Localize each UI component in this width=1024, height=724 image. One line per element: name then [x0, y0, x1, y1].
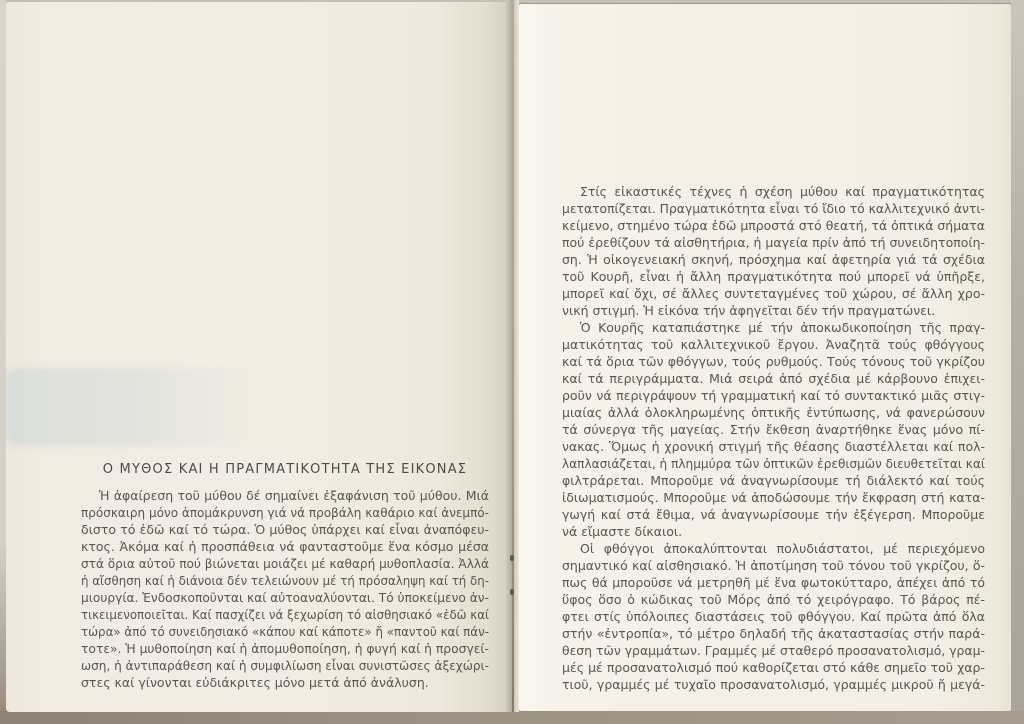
text-line-content: θεση τῶν γραμμάτων. Γραμμές μέ σταθερό προσανατολισμό, γραμ- [562, 643, 985, 658]
text-line [562, 353, 985, 370]
text-line-content: φιλτράρεται. Μποροῦμε νά ἀναγνωρίσουμε τή διάλεκτό καί τούς [562, 473, 985, 488]
staple-mark [510, 589, 514, 595]
text-line [562, 217, 985, 234]
text-line-content: κείμενο, στημένο τώρα ἐδῶ μπροστά στό θεατή, τά ὀπτικά σήματα [562, 218, 985, 233]
text-line-content: νακας. Ὅμως ἡ χρονική στιγμή τῆς θέασης διαστέλλεται καί πολ- [562, 439, 985, 454]
text-line [81, 572, 489, 589]
text-line [562, 336, 985, 353]
text-line-content: ωση, ἡ ἀντιπαράθεση καί ἡ συμφιλίωση εἶναι συνιστῶσες ἀξεχώρι- [81, 658, 489, 673]
scanner-edge-right [1011, 0, 1024, 724]
text-line-content: μπορεῖ καί ὄχι, σέ ἄλλες συντεταγμένες τοῦ χώρου, σέ ἄλλη χρο- [562, 286, 985, 301]
text-line-content: κτος. Ἀκόμα καί ἡ προσπάθεια νά φανταστοῦμε ἕνα κόσμο μέσα [81, 539, 489, 554]
text-line [81, 487, 489, 504]
text-line [81, 657, 489, 674]
text-line [562, 200, 985, 217]
text-line-content: ἰδιωματισμούς. Μποροῦμε νά ἀποδώσουμε τήν ἔκφραση στή κατα- [562, 490, 985, 505]
text-line-content: φτει στίς ὑπόλοιπες διαστάσεις τοῦ φθόγγου. Καί πρῶτα ἀπό ὅλα [562, 609, 985, 624]
page-title: Ο ΜΥΘΟΣ ΚΑΙ Η ΠΡΑΓΜΑΤΙΚΟΤΗΤΑ ΤΗΣ ΕΙΚΟΝΑΣ [102, 462, 468, 477]
text-line-content: στες καί γίνονται εὐδιάκριτες μόνο μετά ἀπό ἀνάλυση. [81, 675, 429, 690]
text-line-content: τοτε». Ἡ μυθοποίηση καί ἡ ἀπομυθοποίηση, ἡ φυγή καί ἡ προσγεί- [81, 641, 489, 656]
text-line [562, 608, 985, 625]
text-line-content: μετατοπίζεται. Πραγματικότητα εἶναι τό ἴδιο τό καλλιτεχνικό ἀντι- [562, 201, 985, 216]
staple-mark [510, 555, 514, 561]
text-line [562, 523, 985, 540]
scanner-edge-bottom [0, 711, 1024, 724]
text-line-content: καί τά περιγράμματα. Μιά σειρά ἀπό σχέδια μέ κάρβουνο ἐπιχει- [562, 371, 985, 386]
text-line [562, 489, 985, 506]
text-line [81, 674, 489, 691]
text-line-content: στά ὅρια αὐτοῦ πού βιώνεται μοιάζει μέ καθαρή μυθοπλασία. Ἀλλά [81, 556, 489, 571]
text-line [562, 438, 985, 455]
text-line [81, 623, 489, 640]
text-line [81, 555, 489, 572]
text-line-content: Στίς εἰκαστικές τέχνες ἡ σχέση μύθου καί πραγματικότητας [580, 184, 985, 199]
text-line [562, 676, 985, 693]
text-line [562, 370, 985, 387]
text-line [562, 421, 985, 438]
text-line-content: μιαίας ἀλλά ὁλοκληρωμένης ὀπτικῆς ἐντύπωσης, νά φανερώσουν [562, 405, 985, 420]
text-line [562, 659, 985, 676]
text-line-content: ματικότητας τοῦ καλλιτεχνικοῦ ἔργου. Ἀναζητᾶ τούς φθόγγους [562, 337, 985, 352]
text-line-content: καί τά ὅρια τῶν φθόγγων, τούς ρυθμούς. Τούς τόνους τοῦ γκρίζου [562, 354, 985, 369]
right-page-text [562, 183, 985, 693]
text-line-content: τικειμενοποιεῖται. Καί πασχίζει νά ξεχωρίση τό αἰσθησιακό «ἐδῶ καί [81, 607, 489, 622]
text-line [562, 251, 985, 268]
text-line [562, 183, 985, 200]
text-line-content: νική στιγμή. Ἡ εἰκόνα τήν ἀφηγεῖται δέν τήν πραγματώνει. [562, 303, 936, 318]
text-line [562, 302, 985, 319]
text-line-content: ὕφος ὅσο ὁ κώδικας τοῦ Μόρς ἀπό τό χειρόγραφο. Τό βάρος πέ- [562, 592, 985, 607]
text-line-content: νά εἴμαστε δίκαιοι. [562, 524, 683, 539]
text-line [562, 625, 985, 642]
text-line [562, 591, 985, 608]
text-line-content: Ὁ Κουρῆς καταπιάστηκε μέ τήν ἀποκωδικοποίηση τῆς πραγ- [580, 320, 985, 335]
text-line-content: τιοῦ, γραμμές μέ τυχαῖο προσανατολισμό, γραμμές μικροῦ ἤ μεγά- [562, 677, 985, 692]
gutter-crease-line [512, 0, 514, 712]
text-line-content: τοῦ Κουρῆ, εἶναι ἡ ἄλλη πραγματικότητα πού μπορεῖ νά ὑπῆρξε, [562, 269, 985, 284]
left-page-text [81, 487, 489, 691]
text-line-content: Ἡ ἀφαίρεση τοῦ μύθου δέ σημαίνει ἐξαφάνιση τοῦ μύθου. Μιά [99, 488, 489, 503]
text-line [81, 521, 489, 538]
text-line [562, 506, 985, 523]
text-line-content: ση. Ἡ οἰκογενειακή σκηνή, πρόσχημα καί ἀφετηρία γιά τά σχέδια [562, 252, 985, 267]
text-line [562, 540, 985, 557]
text-line [562, 557, 985, 574]
text-line-content: διστο τό ἐδῶ καί τό τώρα. Ὁ μύθος ὑπάρχει καί εἶναι ἀναπόφευ- [81, 522, 489, 537]
text-line [562, 472, 985, 489]
paper-discoloration [6, 368, 256, 446]
text-line [562, 574, 985, 591]
text-line [562, 387, 985, 404]
text-line [81, 606, 489, 623]
text-line [81, 504, 489, 521]
text-line-content: μιουργία. Ἐνδοσκοποῦνται καί αὐτοαναλύονται. Τό ὑποκείμενο ἀν- [81, 590, 489, 605]
text-line [562, 268, 985, 285]
text-line [562, 285, 985, 302]
text-line [562, 455, 985, 472]
text-line [562, 404, 985, 421]
text-line [562, 234, 985, 251]
text-line [81, 538, 489, 555]
text-line-content: πού ἐρεθίζουν τά αἰσθητήρια, ἡ μαγεία πρίν ἀπό τή συνειδητοποίη- [562, 235, 985, 250]
text-line-content: ἡ αἴσθηση καί ἡ διάνοια δέν τελειώνουν μέ τή πρόσαληψη καί τή δη- [81, 573, 489, 588]
text-line [562, 642, 985, 659]
text-line [562, 319, 985, 336]
text-line-content: γωγή καί στά ἔθιμα, νά ἀναγνωρίσουμε τήν ἐξέγερση. Μποροῦμε [562, 507, 985, 522]
text-line-content: πως θά μποροῦσε νά μετρηθῆ μέ ἕνα φωτοκύτταρο, ἀπέχει ἀπό τό [562, 575, 985, 590]
text-line-content: τά σύνεργα τῆς μαγείας. Στήν ἔκθεση ἀναρτήθηκε ἕνας μόνο πί- [562, 422, 985, 437]
text-line-content: ροῦν νά περιγράψουν τή γραμματική καί τό συντακτικό μιᾶς στιγ- [562, 388, 985, 403]
text-line [81, 640, 489, 657]
text-line-content: τώρα» ἀπό τό συνειδησιακό «κάπου καί κάποτε» ἤ «παντοῦ καί πάν- [81, 624, 489, 639]
text-line-content: Οἱ φθόγγοι ἀποκαλύπτονται πολυδιάστατοι, μέ περιεχόμενο [580, 541, 985, 556]
text-line-content: σημαντικό καί αἰσθησιακό. Ἡ ἀποτίμηση τοῦ τόνου τοῦ γκρίζου, ὅ- [562, 558, 985, 573]
text-line [81, 589, 489, 606]
text-line-content: μές μέ προσανατολισμό πού καθορίζεται στό κάθε σημεῖο τοῦ χαρ- [562, 660, 985, 675]
text-line-content: λαπλασιάζεται, ἡ πλημμύρα τῶν ὀπτικῶν ἐρεθισμῶν διευθετεῖται καί [562, 456, 985, 471]
text-line-content: στήν «ἐντροπία», τό μέτρο δηλαδή τῆς ἀκαταστασίας στήν παρά- [562, 626, 985, 641]
text-line-content: πρόσκαιρη μόνο ἀπομάκρυνση γιά νά προβάλη καθάριο καί ἀνεμπό- [81, 505, 489, 520]
